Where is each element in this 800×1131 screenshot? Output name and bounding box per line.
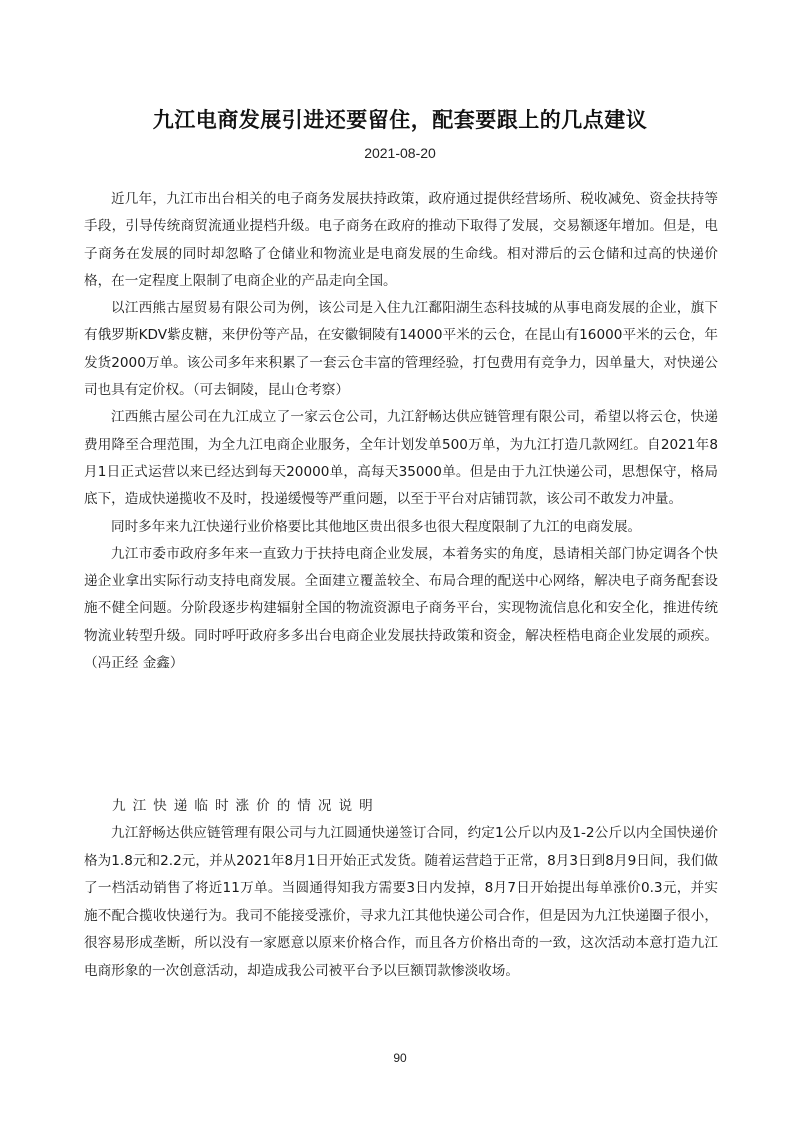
paragraph: 江西熊古屋公司在九江成立了一家云仓公司，九江舒畅达供应链管理有限公司，希望以将云仓，快递费用降至合理范围，为全九江电商企业服务，全年计划发单500万单，为九江打造几款网红。自2021年8月1日正式运营以来已经达到每天20000单，高每天35000单。但是由于九江快递公司，思想保守，格局底下，造成快递揽收不及时，投递缓慢等严重问题，以至于平台对店铺罚款，该公司不敢发力冲量。 — [84, 409, 718, 508]
paragraph: 九江市委市政府多年来一直致力于扶持电商企业发展，本着务实的角度，恳请相关部门协定调各个快递企业拿出实际行动支持电商发展。全面建立覆盖较全、布局合理的配送中心网络，解决电子商务配套设施不健全问题。分阶段逐步构建辐射全国的物流资源电子商务平台，实现物流信息化和安全化，推进传统物流业转型升级。同时呼吁政府多多出台电商企业发展扶持政策和资金，解决桎梏电商企业发展的顽疾。（冯正经 金鑫） — [84, 545, 718, 672]
paragraph: 近几年，九江市出台相关的电子商务发展扶持政策，政府通过提供经营场所、税收减免、资金扶持等手段，引导传统商贸流通业提档升级。电子商务在政府的推动下取得了发展，交易额逐年增加。但是，电子商务在发展的同时却忽略了仓储业和物流业是电商发展的生命线。相对滞后的云仓储和过高的快递价格，在一定程度上限制了电商企业的产品走向全国。 — [84, 191, 718, 289]
document-body — [84, 186, 718, 677]
document-date: 2021-08-20 — [364, 145, 436, 161]
paragraph: 以江西熊古屋贸易有限公司为例，该公司是入住九江鄱阳湖生态科技城的从事电商发展的企业，旗下有俄罗斯KDV紫皮糖，来伊份等产品，在安徽铜陵有14000平米的云仓，在昆山有16000平米的云仓，年发货2000万单。该公司多年来积累了一套云仓丰富的管理经验，打包费用有竞争力，因单量大，对快递公司也具有定价权。（可去铜陵，昆山仓考察） — [84, 300, 718, 399]
paragraph: 同时多年来九江快递行业价格要比其他地区贵出很多也很大程度限制了九江的电商发展。 — [111, 518, 642, 535]
section-body — [84, 820, 718, 985]
section-heading: 九江快递临时涨价的情况说明 — [112, 798, 380, 814]
document-title: 九江电商发展引进还要留住，配套要跟上的几点建议 — [152, 108, 648, 132]
paragraph: 九江舒畅达供应链管理有限公司与九江圆通快递签订合同，约定1公斤以内及1-2公斤以内全国快递价格为1.8元和2.2元，并从2021年8月1日开始正式发货。随着运营趋于正常，8月3日到8月9日间，我们做了一档活动销售了将近11万单。当圆通得知我方需要3日内发掉，8月7日开始提出每单涨价0.3元，并实施不配合揽收快递行为。我司不能接受涨价，寻求九江其他快递公司合作，但是因为九江快递圈子很小，很容易形成垄断，所以没有一家愿意以原来价格合作，而且各方价格出奇的一致，这次活动本意打造九江电商形象的一次创意活动，却造成我公司被平台予以巨额罚款惨淡收场。 — [84, 825, 718, 979]
page-number: 90 — [393, 1051, 407, 1065]
